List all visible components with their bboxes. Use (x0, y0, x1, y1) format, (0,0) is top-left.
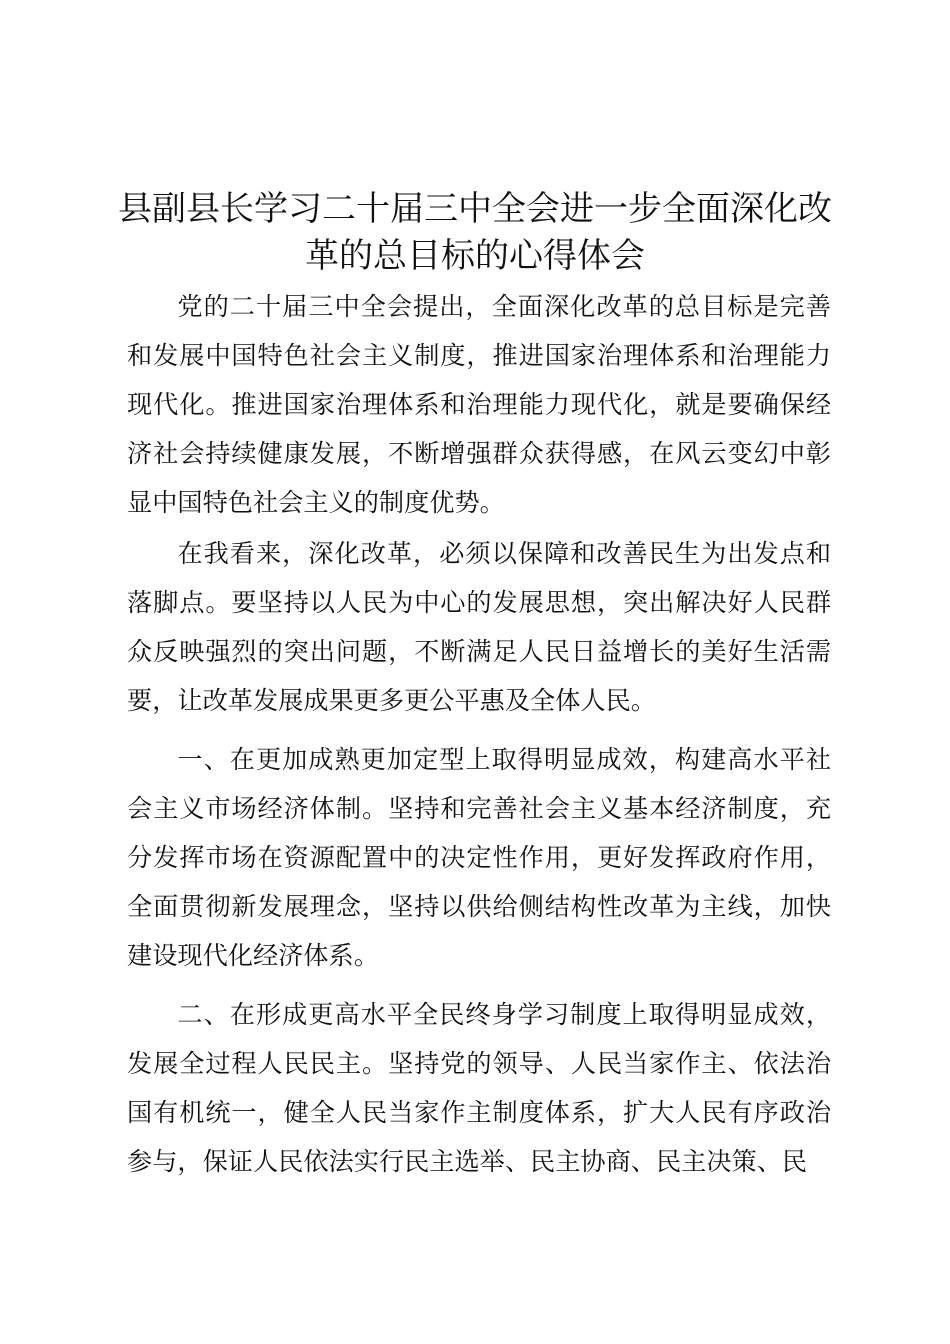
paragraph-point-two: 二、在形成更高水平全民终身学习制度上取得明显成效，发展全过程人民民主。坚持党的领导、人民当家作主、依法治国有机统一，健全人民当家作主制度体系，扩大人民有序政治参与，保证人民依法实行民主选举、民主协商、民主决策、民 (127, 1000, 831, 1176)
paragraph-intro: 党的二十届三中全会提出，全面深化改革的总目标是完善和发展中国特色社会主义制度，推进国家治理体系和治理能力现代化。推进国家治理体系和治理能力现代化，就是要确保经济社会持续健康发展，不断增强群众获得感，在风云变幻中彰显中国特色社会主义的制度优势。 (127, 292, 831, 517)
paragraph-view: 在我看来，深化改革，必须以保障和改善民生为出发点和落脚点。要坚持以人民为中心的发展思想，突出解决好人民群众反映强烈的突出问题，不断满足人民日益增长的美好生活需要，让改革发展成果更多更公平惠及全体人民。 (127, 539, 831, 715)
document-body (127, 282, 831, 1188)
document-title: 县副县长学习二十届三中全会进一步全面深化改革的总目标的心得体会 (118, 189, 832, 276)
paragraph-point-one: 一、在更加成熟更加定型上取得明显成效，构建高水平社会主义市场经济体制。坚持和完善社会主义基本经济制度，充分发挥市场在资源配置中的决定性作用，更好发挥政府作用，全面贯彻新发展理念，坚持以供给侧结构性改革为主线，加快建设现代化经济体系。 (127, 745, 831, 970)
